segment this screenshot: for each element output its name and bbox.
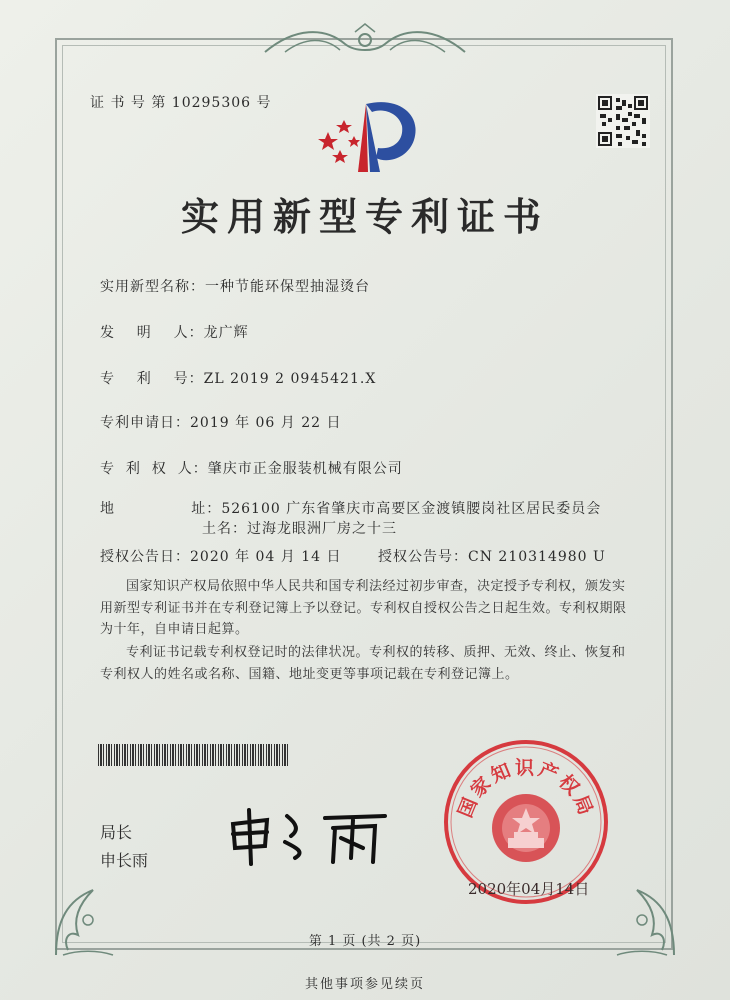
field-value: 一种节能环保型抽湿烫台 bbox=[205, 279, 370, 295]
certificate-title: 实用新型专利证书 bbox=[180, 194, 549, 239]
field-value: 2019 年 06 月 22 日 bbox=[190, 415, 342, 431]
paragraph-grant-statement: 国家知识产权局依照中华人民共和国专利法经过初步审查，决定授予专利权，颁发实用新型专利证书并在专利登记簿上予以登记。专利权自授权公告之日起生效。专利权期限为十年，自申请日起算。 bbox=[100, 579, 627, 637]
grant-date bbox=[100, 546, 342, 566]
field-value: ZL 2019 2 0945421.X bbox=[203, 371, 377, 387]
top-ornament bbox=[255, 22, 475, 62]
page-number: 第 1 页 (共 2 页) bbox=[308, 934, 422, 949]
footer-note: 其他事项参见续页 bbox=[304, 977, 425, 992]
field-value: 龙广辉 bbox=[203, 325, 249, 341]
certificate-number: 证 书 号 第 10295306 号 bbox=[90, 95, 272, 111]
paragraph-legal-status: 专利证书记载专利权登记时的法律状况。专利权的转移、质押、无效、终止、恢复和专利权人的姓名或名称、国籍、地址变更等事项记载在专利登记簿上。 bbox=[100, 645, 626, 682]
field-label: 地 址： bbox=[100, 501, 222, 517]
qr-code-icon bbox=[596, 94, 650, 148]
grant-number-value: CN 210314980 U bbox=[468, 549, 606, 565]
director-name: 申长雨 bbox=[100, 851, 149, 870]
field-patentee bbox=[100, 458, 403, 478]
seal-org-text: 国家知识产权局 bbox=[454, 757, 598, 821]
grant-number bbox=[378, 546, 606, 566]
field-patent-number bbox=[100, 368, 376, 388]
director-signature bbox=[225, 806, 395, 866]
field-label: 实用新型名称： bbox=[100, 279, 205, 295]
grant-number-label: 授权公告号： bbox=[378, 549, 468, 565]
field-label: 专 利 权 人： bbox=[100, 461, 208, 477]
field-value: 肇庆市正金服装机械有限公司 bbox=[207, 461, 403, 477]
barcode bbox=[98, 744, 290, 766]
field-utility-model-name bbox=[100, 276, 370, 296]
director-title: 局长 bbox=[100, 823, 133, 842]
field-value: 526100 广东省肇庆市高要区金渡镇腰岗社区居民委员会 bbox=[221, 501, 602, 517]
field-label: 发 明 人： bbox=[100, 325, 204, 341]
field-address-line2: 土名：过海龙眼洲厂房之十三 bbox=[202, 521, 397, 537]
grant-date-label: 授权公告日： bbox=[100, 549, 190, 565]
field-address bbox=[100, 498, 601, 518]
patent-office-logo bbox=[318, 92, 428, 182]
seal-date: 2020年04月14日 bbox=[468, 880, 590, 898]
field-application-date bbox=[100, 412, 342, 432]
field-label: 专利申请日： bbox=[100, 415, 190, 431]
field-label: 专 利 号： bbox=[100, 371, 204, 387]
grant-date-value: 2020 年 04 月 14 日 bbox=[190, 549, 342, 565]
field-inventor bbox=[100, 322, 249, 342]
